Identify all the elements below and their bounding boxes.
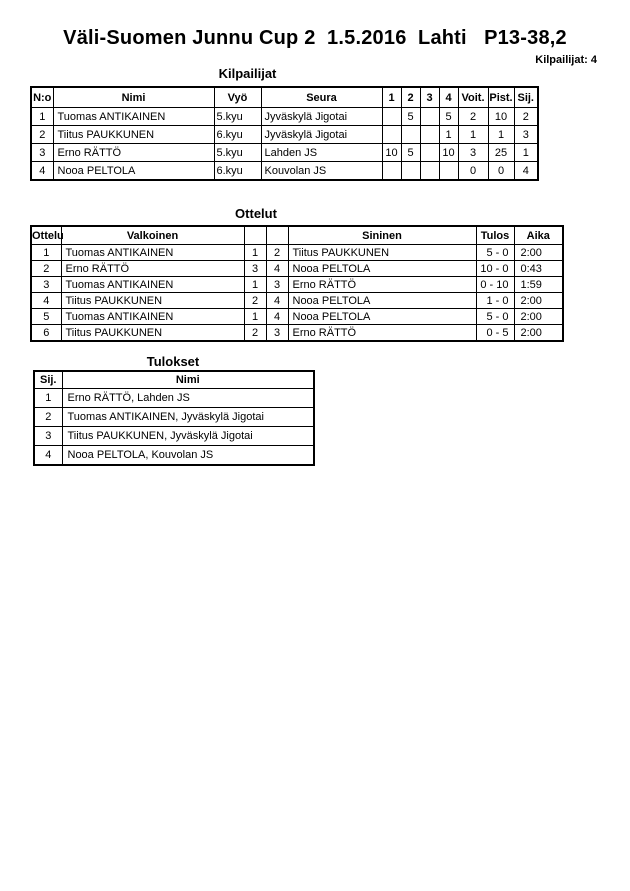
col-header-match-3: 3	[420, 87, 439, 108]
col-header-nimi: Nimi	[53, 87, 214, 108]
cell-match-2: 5	[401, 144, 420, 162]
competitors-count: Kilpailijat: 4	[535, 54, 597, 66]
cell-sininen-no: 4	[266, 309, 288, 325]
cell-voit: 2	[458, 108, 488, 126]
cell-match-no: 5	[31, 309, 61, 325]
col-header-match-4: 4	[439, 87, 458, 108]
cell-pist: 25	[488, 144, 514, 162]
ottelut-table	[30, 225, 564, 342]
ottelut-row	[31, 309, 563, 325]
cell-valkoinen: Tuomas ANTIKAINEN	[61, 277, 244, 293]
cell-tulos: 0 - 5	[476, 325, 514, 342]
cell-match-no: 6	[31, 325, 61, 342]
kilpailijat-row	[31, 108, 538, 126]
kilpailijat-row	[31, 144, 538, 162]
cell-vyo: 6.kyu	[214, 126, 261, 144]
cell-valkoinen: Tiitus PAUKKUNEN	[61, 325, 244, 342]
cell-aika: 2:00	[514, 293, 563, 309]
cell-match-2: 5	[401, 108, 420, 126]
ottelut-header-row	[31, 226, 563, 245]
col-header-sij: Sij.	[34, 371, 62, 389]
cell-sininen-no: 2	[266, 245, 288, 261]
cell-seura: Jyväskylä Jigotai	[261, 126, 382, 144]
cell-valkoinen: Tuomas ANTIKAINEN	[61, 309, 244, 325]
cell-sij: 3	[34, 427, 62, 446]
col-header-match-1: 1	[382, 87, 401, 108]
col-header-aika: Aika	[514, 226, 563, 245]
cell-match-3	[420, 108, 439, 126]
cell-valkoinen-no: 2	[244, 293, 266, 309]
col-header-sininen: Sininen	[288, 226, 476, 245]
cell-aika: 0:43	[514, 261, 563, 277]
cell-tulos: 5 - 0	[476, 309, 514, 325]
cell-voit: 3	[458, 144, 488, 162]
page-title: Väli-Suomen Junnu Cup 2 1.5.2016 Lahti P13-38,2	[63, 27, 567, 49]
cell-voit: 0	[458, 162, 488, 181]
cell-valkoinen: Tuomas ANTIKAINEN	[61, 245, 244, 261]
col-header-vyo: Vyö	[214, 87, 261, 108]
col-header-sij: Sij.	[514, 87, 538, 108]
tulokset-row	[34, 427, 314, 446]
cell-match-4	[439, 162, 458, 181]
cell-sij: 2	[514, 108, 538, 126]
cell-pist: 0	[488, 162, 514, 181]
cell-no: 3	[31, 144, 53, 162]
cell-nimi: Erno RÄTTÖ, Lahden JS	[62, 389, 314, 408]
cell-pist: 10	[488, 108, 514, 126]
kilpailijat-table	[30, 86, 539, 181]
ottelut-row	[31, 245, 563, 261]
cell-nimi: Erno RÄTTÖ	[53, 144, 214, 162]
cell-valkoinen-no: 1	[244, 245, 266, 261]
ottelut-row	[31, 261, 563, 277]
cell-match-1	[382, 126, 401, 144]
cell-pist: 1	[488, 126, 514, 144]
cell-sij: 1	[34, 389, 62, 408]
cell-match-no: 2	[31, 261, 61, 277]
cell-valkoinen: Erno RÄTTÖ	[61, 261, 244, 277]
cell-sininen: Erno RÄTTÖ	[288, 325, 476, 342]
tulokset-header-row	[34, 371, 314, 389]
cell-vyo: 5.kyu	[214, 108, 261, 126]
kilpailijat-row	[31, 126, 538, 144]
cell-nimi: Tiitus PAUKKUNEN	[53, 126, 214, 144]
ottelut-row	[31, 293, 563, 309]
cell-nimi: Nooa PELTOLA, Kouvolan JS	[62, 446, 314, 466]
col-header-tulos: Tulos	[476, 226, 514, 245]
cell-nimi: Tuomas ANTIKAINEN, Jyväskylä Jigotai	[62, 408, 314, 427]
cell-sij: 4	[34, 446, 62, 466]
ottelut-heading: Ottelut	[235, 206, 277, 221]
cell-vyo: 6.kyu	[214, 162, 261, 181]
cell-match-no: 1	[31, 245, 61, 261]
cell-aika: 1:59	[514, 277, 563, 293]
cell-match-1	[382, 162, 401, 181]
col-header-seura: Seura	[261, 87, 382, 108]
cell-no: 4	[31, 162, 53, 181]
kilpailijat-row	[31, 162, 538, 181]
ottelut-row	[31, 325, 563, 342]
cell-nimi: Tiitus PAUKKUNEN, Jyväskylä Jigotai	[62, 427, 314, 446]
tulokset-row	[34, 446, 314, 466]
cell-sininen-no: 3	[266, 277, 288, 293]
col-header-no: N:o	[31, 87, 53, 108]
cell-no: 2	[31, 126, 53, 144]
cell-voit: 1	[458, 126, 488, 144]
cell-sininen-no: 4	[266, 293, 288, 309]
cell-sij: 3	[514, 126, 538, 144]
col-header-ottelu: Ottelu	[31, 226, 61, 245]
cell-match-4: 1	[439, 126, 458, 144]
cell-tulos: 0 - 10	[476, 277, 514, 293]
cell-sij: 4	[514, 162, 538, 181]
cell-match-2	[401, 126, 420, 144]
cell-valkoinen-no: 1	[244, 309, 266, 325]
cell-valkoinen-no: 3	[244, 261, 266, 277]
cell-sininen: Nooa PELTOLA	[288, 309, 476, 325]
col-header-sininen-no	[266, 226, 288, 245]
cell-valkoinen: Tiitus PAUKKUNEN	[61, 293, 244, 309]
cell-sininen: Tiitus PAUKKUNEN	[288, 245, 476, 261]
cell-no: 1	[31, 108, 53, 126]
cell-seura: Kouvolan JS	[261, 162, 382, 181]
cell-sininen-no: 3	[266, 325, 288, 342]
cell-sij: 2	[34, 408, 62, 427]
cell-tulos: 10 - 0	[476, 261, 514, 277]
cell-sininen-no: 4	[266, 261, 288, 277]
cell-match-no: 4	[31, 293, 61, 309]
tulokset-row	[34, 408, 314, 427]
cell-match-3	[420, 126, 439, 144]
cell-match-3	[420, 162, 439, 181]
cell-seura: Jyväskylä Jigotai	[261, 108, 382, 126]
cell-sij: 1	[514, 144, 538, 162]
cell-tulos: 1 - 0	[476, 293, 514, 309]
tulokset-row	[34, 389, 314, 408]
cell-tulos: 5 - 0	[476, 245, 514, 261]
col-header-match-2: 2	[401, 87, 420, 108]
col-header-pist: Pist.	[488, 87, 514, 108]
cell-match-2	[401, 162, 420, 181]
tulokset-heading: Tulokset	[146, 354, 200, 369]
cell-vyo: 5.kyu	[214, 144, 261, 162]
cell-valkoinen-no: 1	[244, 277, 266, 293]
cell-match-1	[382, 108, 401, 126]
cell-aika: 2:00	[514, 309, 563, 325]
cell-aika: 2:00	[514, 245, 563, 261]
cell-match-no: 3	[31, 277, 61, 293]
col-header-voit: Voit.	[458, 87, 488, 108]
cell-sininen: Erno RÄTTÖ	[288, 277, 476, 293]
cell-match-3	[420, 144, 439, 162]
col-header-valkoinen-no	[244, 226, 266, 245]
col-header-nimi: Nimi	[62, 371, 314, 389]
cell-nimi: Nooa PELTOLA	[53, 162, 214, 181]
cell-nimi: Tuomas ANTIKAINEN	[53, 108, 214, 126]
cell-sininen: Nooa PELTOLA	[288, 261, 476, 277]
kilpailijat-heading: Kilpailijat	[218, 66, 277, 81]
cell-valkoinen-no: 2	[244, 325, 266, 342]
cell-aika: 2:00	[514, 325, 563, 342]
cell-seura: Lahden JS	[261, 144, 382, 162]
tulokset-table	[33, 370, 315, 466]
ottelut-row	[31, 277, 563, 293]
kilpailijat-header-row	[31, 87, 538, 108]
cell-match-4: 10	[439, 144, 458, 162]
cell-match-1: 10	[382, 144, 401, 162]
cell-match-4: 5	[439, 108, 458, 126]
col-header-valkoinen: Valkoinen	[61, 226, 244, 245]
cell-sininen: Nooa PELTOLA	[288, 293, 476, 309]
